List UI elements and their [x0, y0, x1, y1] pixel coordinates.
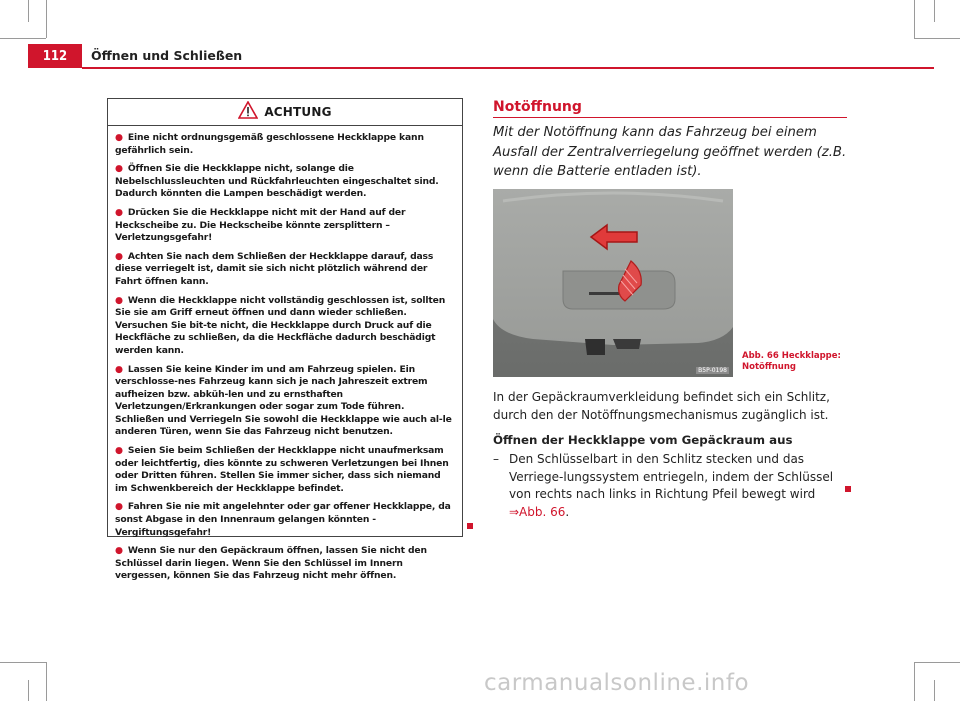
- warning-box: [107, 98, 463, 582]
- bullet-icon: ●: [115, 545, 123, 557]
- warning-item-text: Seien Sie beim Schließen der Heckklappe nicht unaufmerksam oder leichtfertig, dies könnte zu schweren Verletzungen bei Ihnen oder Dritten führen. Stellen Sie immer sicher, dass sich niemand im Schwenkbereich der Heckklappe befindet.: [115, 445, 449, 494]
- bullet-icon: ●: [115, 294, 123, 306]
- warning-item-text: Wenn Sie nur den Gepäckraum öffnen, lassen Sie nicht den Schlüssel darin liegen. Wenn Sie den Schlüssel im Innern vergessen, können Sie das Fahrzeug nicht mehr öffnen.: [115, 545, 427, 582]
- warning-item: [115, 364, 456, 440]
- step-dash: –: [493, 452, 499, 466]
- step-text: Den Schlüsselbart in den Schlitz stecken und das Verriege-lungssystem entriegeln, indem der Schlüssel von rechts nach links in Richtung Pfeil bewegt wird: [509, 452, 834, 501]
- crop-mark: [0, 662, 46, 663]
- crop-mark: [914, 0, 915, 38]
- warning-item-text: Fahren Sie nie mit angelehnter oder gar offener Heckklappe, da sonst Abgase in den Innenraum gelangen könnten - Vergiftungsgefahr!: [115, 501, 451, 538]
- section-intro: Mit der Notöffnung kann das Fahrzeug bei einem Ausfall der Zentralverriegelung geöffnet werden (z.B. wenn die Batterie entladen ist).: [493, 125, 847, 179]
- bullet-icon: ●: [115, 250, 123, 262]
- warning-item: [115, 545, 456, 583]
- figure-caption: [742, 351, 841, 373]
- bullet-icon: ●: [115, 445, 123, 457]
- crop-mark: [934, 680, 935, 701]
- bullet-icon: ●: [115, 363, 123, 375]
- step-end: .: [565, 504, 570, 519]
- figure-caption-line: Notöffnung: [742, 362, 796, 372]
- subheading: Öffnen der Heckklappe vom Gepäckraum aus: [493, 433, 793, 447]
- chapter-title: Öffnen und Schließen: [91, 48, 243, 63]
- warning-item: [115, 445, 456, 495]
- warning-item: [115, 163, 456, 201]
- page-number-text: 112: [42, 48, 68, 64]
- crop-mark: [914, 662, 960, 663]
- warning-item-text: Eine nicht ordnungsgemäß geschlossene Heckklappe kann gefährlich sein.: [115, 132, 424, 156]
- warning-item-text: Lassen Sie keine Kinder im und am Fahrzeug spielen. Ein verschlosse-nes Fahrzeug kann sich je nach Jahreszeit extrem aufheizen bzw. abküh-len und zu ernsthaften Verletzungen/Erkrankungen oder sogar zum Tode führen. Schließen und Verriegeln Sie sowohl die Heckklappe wie auch al-le anderen Türen, wenn Sie das Fahrzeug nicht benutzen.: [115, 363, 452, 438]
- warning-triangle-icon: [238, 101, 258, 123]
- crop-mark: [914, 662, 915, 701]
- warning-item-text: Wenn die Heckklappe nicht vollständig geschlossen ist, sollten Sie sie am Griff erneut öffnen und dann wieder schließen. Versuchen Sie bit-te nicht, die Heckklappe durch Druck auf die Heckfläche zu schließen, da die Heckfläche dadurch beschädigt werden kann.: [115, 294, 446, 356]
- warning-item-text: Drücken Sie die Heckklappe nicht mit der Hand auf der Heckscheibe zu. Die Heckscheibe könnte zersplittern – Verletzungsgefahr!: [115, 206, 406, 244]
- section-end-mark: [845, 486, 851, 492]
- crop-mark: [0, 38, 46, 39]
- bullet-icon: ●: [115, 132, 123, 143]
- page-number: [28, 44, 82, 68]
- section-rule: [493, 117, 847, 118]
- figure-emergency-release: [493, 189, 733, 377]
- header-rule: [82, 67, 934, 69]
- crop-mark: [28, 0, 29, 22]
- body-paragraph: In der Gepäckraumverkleidung befindet sich ein Schlitz, durch den der Notöffnungsmechanismus zugänglich ist.: [493, 390, 830, 422]
- bullet-icon: ●: [115, 501, 123, 513]
- section-title: Notöffnung: [493, 99, 582, 115]
- warning-item-text: Öffnen Sie die Heckklappe nicht, solange die Nebelschlussleuchten und Rückfahrleuchten eingeschaltet sind. Dadurch könnten die Lampen beschädigt werden.: [115, 163, 439, 200]
- warning-item-text: Achten Sie nach dem Schließen der Heckklappe darauf, dass diese verriegelt ist, damit sie sich nicht plötzlich während der Fahrt öffnen kann.: [115, 250, 434, 287]
- section-end-mark: [467, 523, 473, 529]
- warning-item: [115, 501, 456, 539]
- warning-item: [115, 132, 456, 157]
- watermark: carmanualsonline.info: [484, 670, 750, 696]
- figure-reference-link[interactable]: ⇒Abb. 66: [509, 504, 566, 519]
- crop-mark: [934, 0, 935, 22]
- crop-mark: [46, 0, 47, 38]
- bullet-icon: ●: [115, 206, 123, 218]
- figure-code: B5P-0198: [698, 367, 727, 374]
- crop-mark: [46, 662, 47, 701]
- warning-list: [108, 126, 462, 583]
- trunk-illustration: [493, 189, 733, 377]
- step-text-wrap: [509, 451, 853, 521]
- warning-item: [115, 207, 456, 245]
- warning-item: [115, 251, 456, 289]
- warning-item: [115, 295, 456, 358]
- crop-mark: [914, 38, 960, 39]
- bullet-icon: ●: [115, 163, 123, 175]
- crop-mark: [28, 680, 29, 701]
- instruction-step: [493, 451, 853, 521]
- warning-title: ACHTUNG: [264, 105, 332, 119]
- warning-header: [108, 99, 462, 126]
- figure-caption-line: Abb. 66 Heckklappe:: [742, 351, 841, 361]
